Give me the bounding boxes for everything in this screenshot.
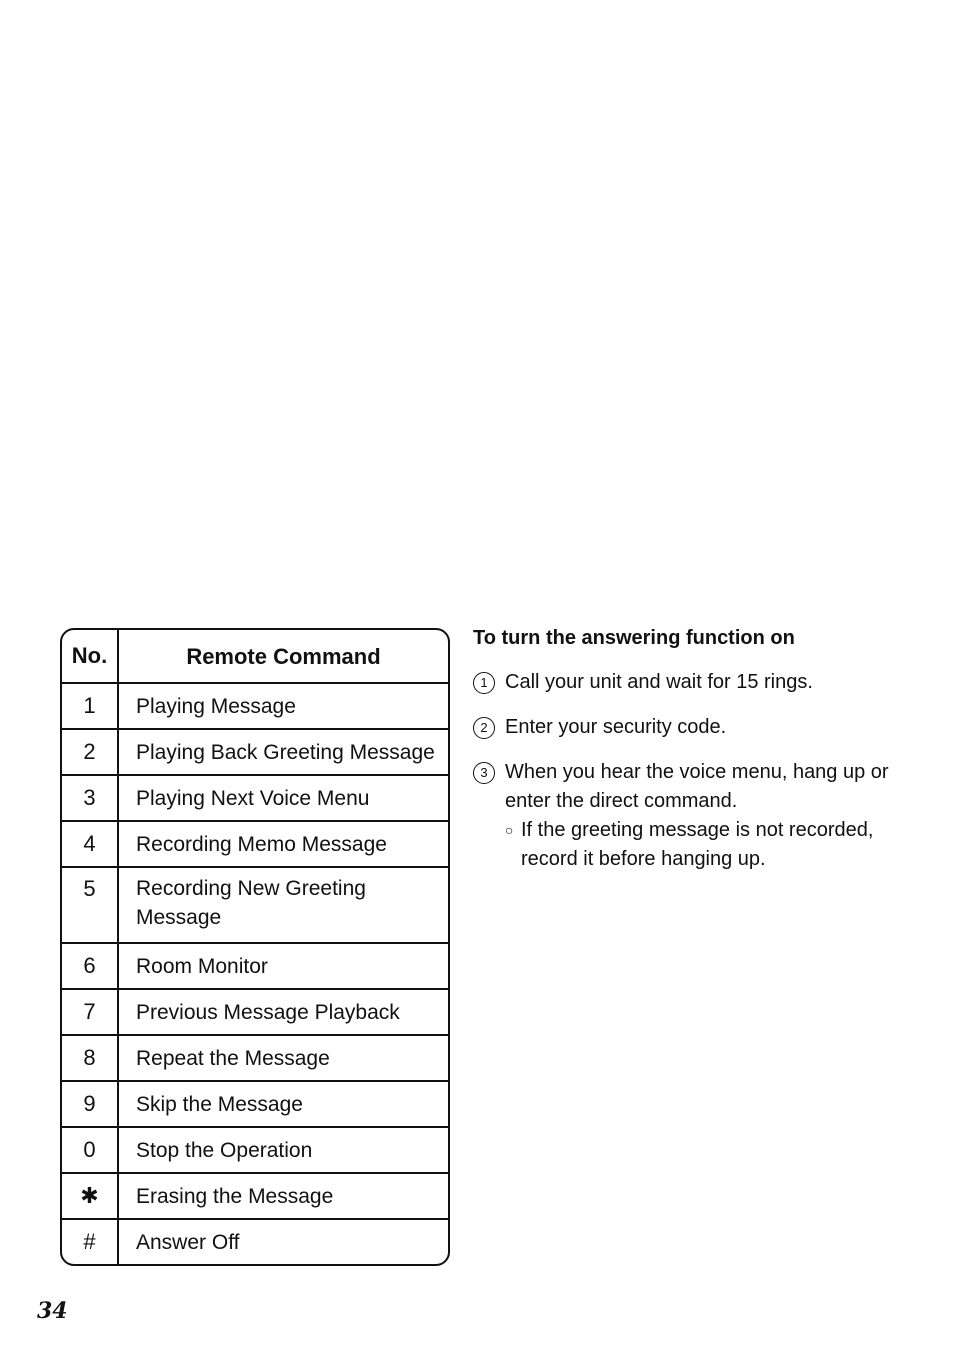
row-command: Playing Message: [136, 694, 296, 718]
header-remote-command: Remote Command: [186, 643, 381, 669]
row-command: Recording Memo Message: [136, 832, 387, 856]
row-command: Answer Off: [136, 1230, 240, 1254]
step-text: Enter your security code.: [505, 716, 727, 738]
row-number: 6: [62, 944, 119, 988]
table-row: [62, 866, 448, 942]
row-number-asterisk: ✱: [62, 1174, 119, 1218]
step-text: Call your unit and wait for 15 rings.: [505, 671, 813, 693]
instructions-title: To turn the answering function on: [473, 627, 795, 649]
step-text: When you hear the voice menu, hang up or enter the direct command.: [505, 761, 889, 812]
note-text: If the greeting message is not recorded, record it before hanging up.: [521, 819, 874, 870]
step-2: [473, 713, 893, 742]
remote-command-table: [60, 628, 450, 1266]
row-number: 5: [62, 868, 119, 942]
row-command: Playing Back Greeting Message: [136, 740, 435, 764]
circled-number-1-icon: 1: [473, 672, 495, 694]
row-command: Skip the Message: [136, 1092, 303, 1116]
table-row: [62, 774, 448, 820]
row-number: 9: [62, 1082, 119, 1126]
step-1: [473, 668, 893, 697]
row-command: Stop the Operation: [136, 1138, 313, 1162]
note: [505, 816, 893, 874]
row-number: 2: [62, 730, 119, 774]
table-row: [62, 1126, 448, 1172]
row-number: 0: [62, 1128, 119, 1172]
circled-number-2-icon: 2: [473, 717, 495, 739]
table-row: [62, 1218, 448, 1264]
row-number: 3: [62, 776, 119, 820]
row-number: 7: [62, 990, 119, 1034]
row-command: Playing Next Voice Menu: [136, 786, 370, 810]
row-command: Room Monitor: [136, 954, 268, 978]
table-row: [62, 942, 448, 988]
bullet-circle-icon: ○: [505, 822, 514, 838]
row-command: Erasing the Message: [136, 1184, 334, 1208]
table-row: [62, 820, 448, 866]
page-number: 34: [37, 1298, 68, 1324]
row-number: 8: [62, 1036, 119, 1080]
table-row: [62, 682, 448, 728]
header-no: No.: [62, 630, 119, 682]
row-number-hash: #: [62, 1220, 119, 1264]
circled-number-3-icon: 3: [473, 762, 495, 784]
row-command: Previous Message Playback: [136, 1000, 400, 1024]
row-number: 1: [62, 684, 119, 728]
table-row: [62, 728, 448, 774]
row-command: Repeat the Message: [136, 1046, 330, 1070]
step-3: [473, 758, 893, 874]
table-row: [62, 1034, 448, 1080]
table-row: [62, 1080, 448, 1126]
row-number: 4: [62, 822, 119, 866]
table-row: [62, 988, 448, 1034]
row-command: Recording New Greeting Message: [136, 877, 366, 929]
table-row: [62, 1172, 448, 1218]
table-header-row: [62, 630, 448, 682]
instructions-section: [473, 624, 893, 890]
